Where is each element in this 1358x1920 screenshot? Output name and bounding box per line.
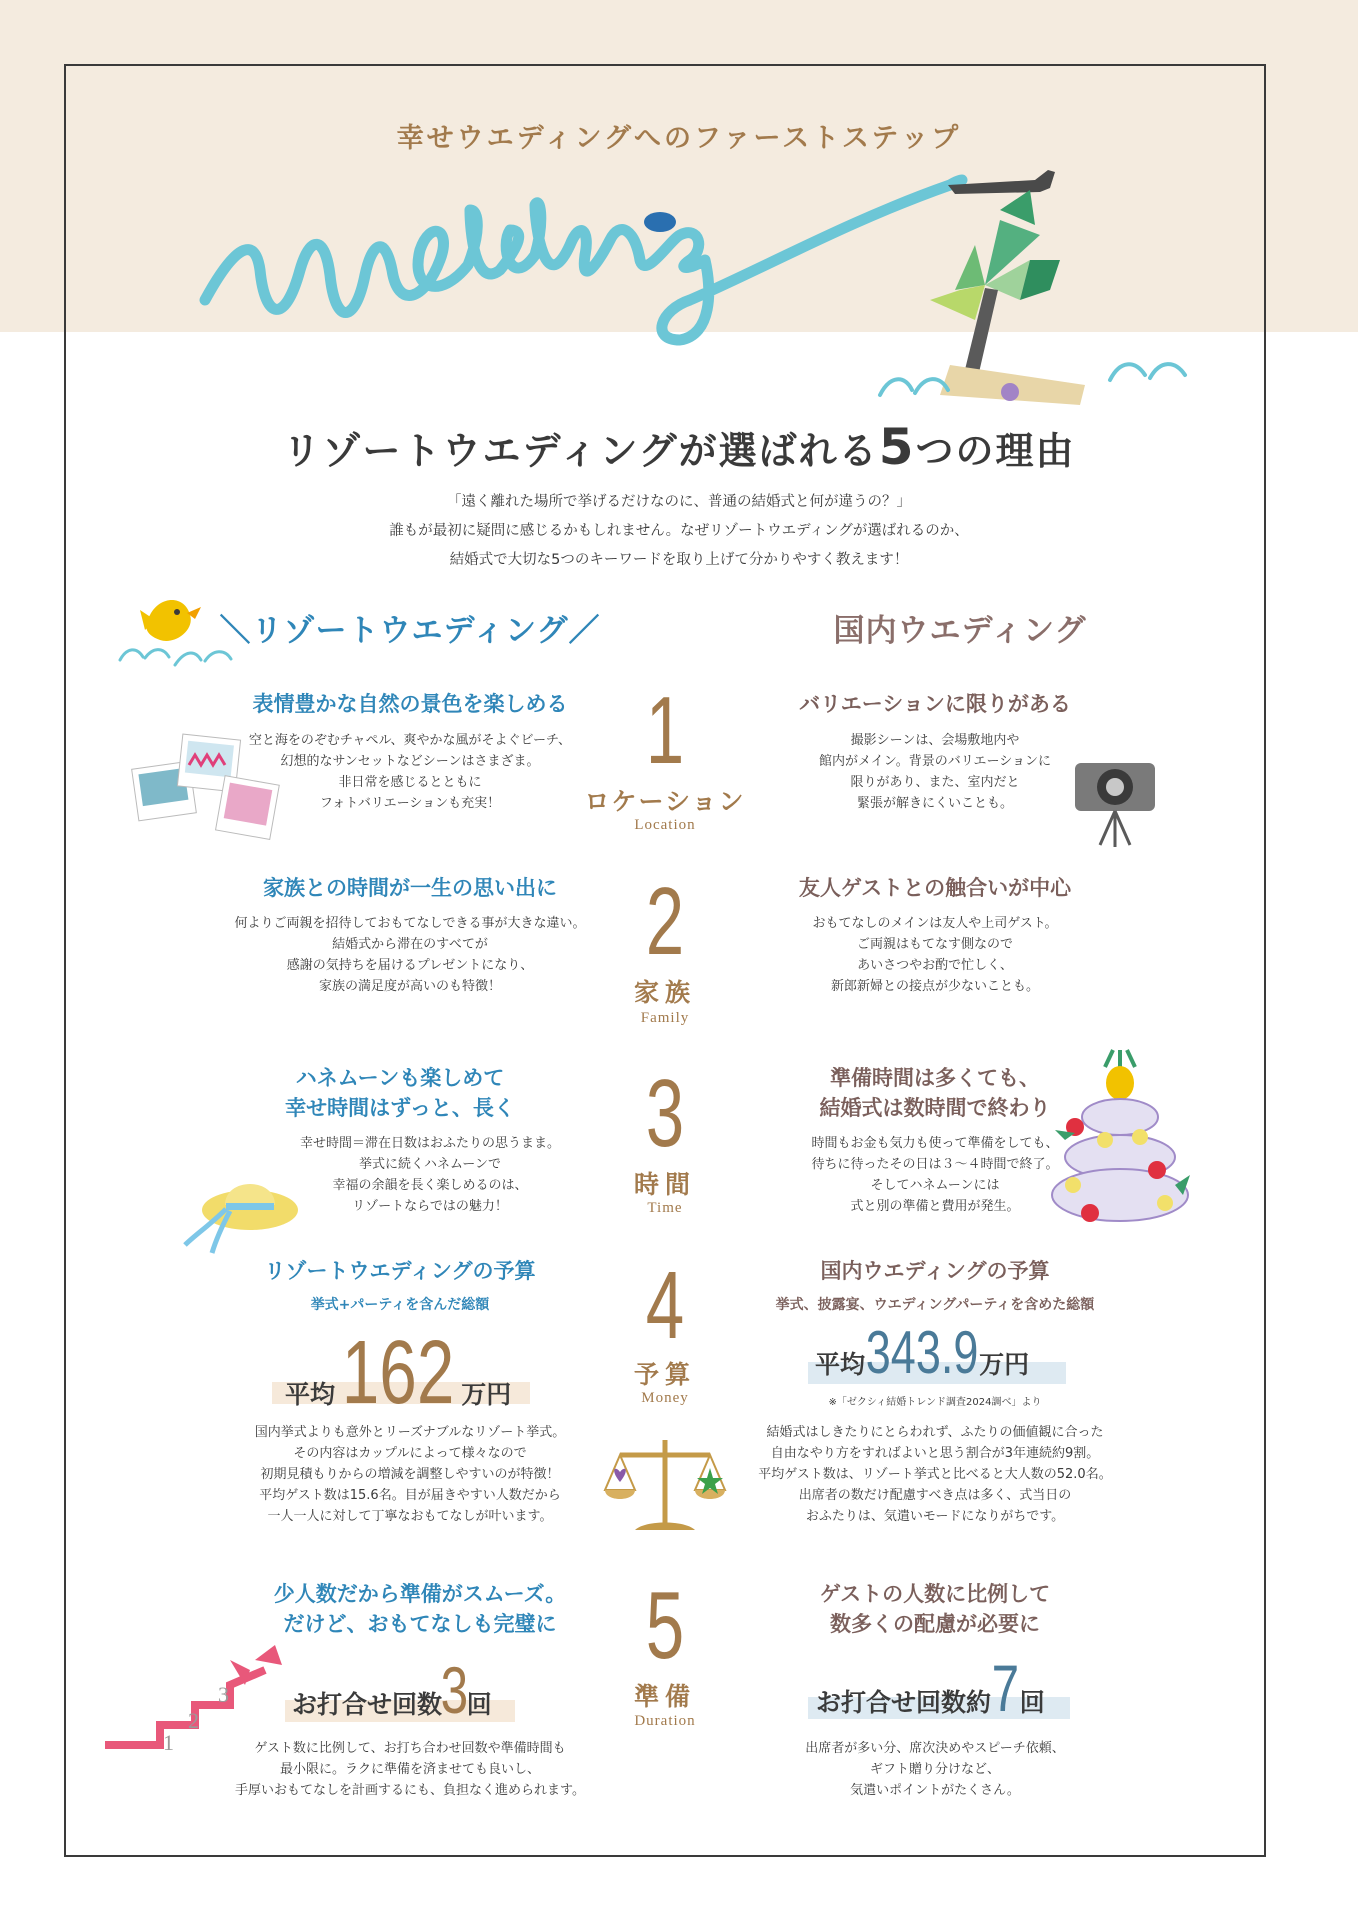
wave-left-icon [880, 379, 948, 395]
heading-line: 結婚式は数時間で終わり [819, 1096, 1051, 1120]
body-line: 幸福の余韻を長く楽しめるのは、 [332, 1178, 528, 1193]
body-line: そしてハネムーンには [870, 1178, 1000, 1193]
reason-3-keyword: 時間 [633, 1170, 696, 1199]
reason-4-domestic-heading: 国内ウエディングの予算 [820, 1259, 1050, 1283]
reason-1-english: Location [634, 817, 696, 833]
body-line: 結婚式はしきたりにとらわれず、ふたりの価値観に合った [766, 1425, 1104, 1440]
reason-4-keyword: 予算 [633, 1360, 696, 1389]
reason-4-english: Money [641, 1390, 689, 1406]
reason-1-keyword: ロケーション [584, 787, 746, 816]
bird-icon [115, 585, 245, 685]
stat-value: 7 [991, 1651, 1020, 1725]
heading-line: 幸せ時間はずっと、長く [285, 1096, 515, 1120]
stairs-label: 1 [163, 1730, 174, 1755]
sun-hat-icon [180, 1155, 300, 1255]
reason-4-resort-stat [285, 1322, 511, 1425]
script-wedding-path [205, 180, 962, 340]
body-line: リゾートならではの魅力！ [352, 1199, 508, 1214]
reason-5-domestic-stat [816, 1650, 1045, 1726]
body-line: 出席者が多い分、席次決めやスピーチ依頼、 [805, 1741, 1065, 1756]
reason-1-number: 1 [645, 677, 685, 784]
title-number: 5 [878, 418, 916, 476]
heading-line: 数多くの配慮が必要に [830, 1612, 1040, 1636]
reason-4-resort-subheading: 挙式+パーティを含んだ総額 [310, 1297, 490, 1313]
resort-column-heading: ＼リゾートウエディング／ [219, 613, 601, 649]
body-line: ゲスト数に比例して、お打ち合わせ回数や準備時間も [254, 1741, 566, 1756]
reason-4-domestic-note: ※「ゼクシィ結婚トレンド調査2024調べ」より [828, 1397, 1042, 1408]
camera-icon [1070, 755, 1170, 850]
reason-2-number: 2 [645, 868, 685, 975]
reason-1-domestic-heading: バリエーションに限りがある [799, 692, 1071, 716]
stat-prefix: お打合せ回数約 [816, 1688, 992, 1717]
body-line: 幻想的なサンセットなどシーンはさまざま。 [280, 754, 540, 769]
reason-5-domestic-body [735, 1738, 1135, 1801]
reason-5-english: Duration [634, 1713, 696, 1729]
stat-prefix: 平均 [815, 1350, 866, 1379]
reason-4-resort-body [200, 1422, 620, 1527]
reason-2-resort-heading: 家族との時間が一生の思い出に [263, 876, 557, 900]
hero-illustration [0, 150, 1358, 420]
body-line: あいさつやお酌で忙しく、 [857, 958, 1013, 973]
heading-line: ハネムーンも楽しめて [295, 1066, 505, 1090]
flower-icon [644, 212, 676, 232]
heading-line: ゲストの人数に比例して [819, 1582, 1051, 1606]
intro-line: 誰もが最初に疑問に感じるかもしれません。なぜリゾートウエディングが選ばれるのか、 [389, 523, 969, 539]
page-kicker: 幸せウエディングへのファーストステップ [396, 123, 962, 154]
palm-tree-icon [930, 190, 1085, 405]
body-line: 何よりご両親を招待しておもてなしできる事が大きな違い。 [234, 916, 586, 931]
shell-icon [1001, 383, 1019, 401]
page-title [0, 418, 1358, 476]
stat-prefix: お打合せ回数 [292, 1690, 443, 1719]
stat-value: 162 [341, 1323, 455, 1423]
body-line: 空と海をのぞむチャペル、爽やかな風がそよぐビーチ、 [248, 733, 572, 748]
body-line: 緊張が解きにくいことも。 [856, 796, 1013, 811]
reason-4-domestic-stat [815, 1318, 1029, 1387]
stat-value: 3 [440, 1653, 469, 1727]
body-line: 一人一人に対して丁寧なおもてなしが叶います。 [267, 1509, 553, 1524]
heading-line: 準備時間は多くても、 [830, 1066, 1040, 1090]
reason-5-number: 5 [645, 1572, 685, 1679]
balance-scale-icon [600, 1430, 730, 1545]
reason-2-domestic-heading: 友人ゲストとの触合いが中心 [798, 876, 1072, 900]
body-line: 挙式に続くハネムーンで [358, 1157, 502, 1172]
body-line: 撮影シーンは、会場敷地内や [850, 733, 1020, 748]
reason-4-domestic-body [735, 1422, 1135, 1527]
reason-4-resort-heading: リゾートウエディングの予算 [264, 1259, 536, 1283]
stat-suffix: 回 [1019, 1688, 1045, 1717]
wedding-cake-icon [1045, 1045, 1195, 1235]
body-line: フォトバリエーションも充実！ [319, 796, 501, 811]
reason-3-resort-heading [190, 1063, 610, 1123]
body-line: 平均ゲスト数は15.6名。目が届きやすい人数だから [259, 1488, 561, 1503]
heading-line: 少人数だから準備がスムーズ。 [273, 1582, 567, 1606]
body-line: その内容はカップルによって様々なので [293, 1446, 527, 1461]
body-line: 感謝の気持ちを届けるプレゼントになり、 [286, 958, 534, 973]
body-line: 館内がメイン。背景のバリエーションに [819, 754, 1051, 769]
body-line: 新郎新婦との接点が少ないことも。 [830, 979, 1039, 994]
stairs-label: 3 [218, 1682, 229, 1707]
body-line: 結婚式から滞在のすべてが [332, 937, 488, 952]
reason-2-english: Family [640, 1010, 690, 1026]
body-line: ご両親はもてなす側なので [856, 937, 1013, 952]
intro-text [0, 488, 1358, 575]
stat-suffix: 万円 [461, 1380, 512, 1409]
intro-line: 「遠く離れた場所で挙げるだけなのに、普通の結婚式と何が違うの？」 [447, 494, 911, 510]
reason-5-domestic-heading [735, 1579, 1135, 1639]
reason-3-number: 3 [645, 1060, 685, 1167]
stat-prefix: 平均 [285, 1380, 336, 1409]
title-after: つの理由 [915, 429, 1076, 473]
body-line: 出席者の数だけ配慮すべき点は多く、式当日の [798, 1488, 1072, 1503]
reason-2-resort-body [200, 913, 620, 997]
reason-2-domestic-body [735, 913, 1135, 997]
body-line: 初期見積もりからの増減を調整しやすいのが特徴！ [260, 1467, 560, 1482]
stairs-label: 2 [188, 1708, 199, 1733]
body-line: おもてなしのメインは友人や上司ゲスト。 [812, 916, 1058, 931]
title-before: リゾートウエディングが選ばれる [282, 429, 879, 473]
reason-5-resort-stat [292, 1652, 492, 1728]
body-line: 式と別の準備と費用が発生。 [850, 1199, 1020, 1214]
stat-suffix: 万円 [979, 1350, 1030, 1379]
domestic-column-heading: 国内ウエディング [833, 613, 1087, 649]
body-line: 手厚いおもてなしを計画するにも、負担なく進められます。 [235, 1783, 585, 1798]
body-line: 家族の満足度が高いのも特徴！ [318, 979, 501, 994]
stat-value: 343.9 [865, 1319, 979, 1386]
body-line: 気遣いポイントがたくさん。 [850, 1783, 1020, 1798]
body-line: 最小限に。ラクに準備を済ませても良いし、 [279, 1762, 540, 1777]
body-line: 自由なやり方をすればよいと思う割合が3年連続約9割。 [770, 1446, 1100, 1461]
reason-1-resort-heading: 表情豊かな自然の景色を楽しめる [252, 692, 568, 716]
body-line: 非日常を感じるとともに [338, 775, 482, 790]
stairs-ribbon-icon [100, 1630, 285, 1770]
reason-3-english: Time [647, 1200, 683, 1216]
reason-5-keyword: 準備 [633, 1682, 696, 1711]
body-line: ギフト贈り分けなど、 [869, 1762, 1000, 1777]
intro-line: 結婚式で大切な5つのキーワードを取り上げて分かりやすく教えます！ [449, 552, 909, 568]
script-word-text: wedding [610, 315, 615, 316]
body-line: おふたりは、気遣いモードになりがちです。 [805, 1509, 1065, 1524]
reason-2-keyword: 家族 [633, 978, 696, 1007]
body-line: 平均ゲスト数は、リゾート挙式と比べると大人数の52.0名。 [758, 1467, 1112, 1482]
heading-line: だけど、おもてなしも完璧に [283, 1612, 557, 1636]
body-line: 限りがあり、また、室内だと [850, 775, 1020, 790]
body-line: 幸せ時間＝滞在日数はおふたりの思うまま。 [299, 1136, 560, 1151]
body-line: 国内挙式よりも意外とリーズナブルなリゾート挙式。 [254, 1425, 566, 1440]
wave-right-icon [1110, 364, 1185, 380]
reason-4-domestic-subheading: 挙式、披露宴、ウエディングパーティを含めた総額 [775, 1297, 1095, 1313]
stat-suffix: 回 [466, 1690, 492, 1719]
reason-4-number: 4 [645, 1252, 685, 1359]
body-line: 待ちに待ったその日は３〜４時間で終了。 [811, 1157, 1059, 1172]
body-line: 時間もお金も気力も使って準備をしても、 [811, 1136, 1059, 1151]
photos-icon [125, 725, 285, 840]
